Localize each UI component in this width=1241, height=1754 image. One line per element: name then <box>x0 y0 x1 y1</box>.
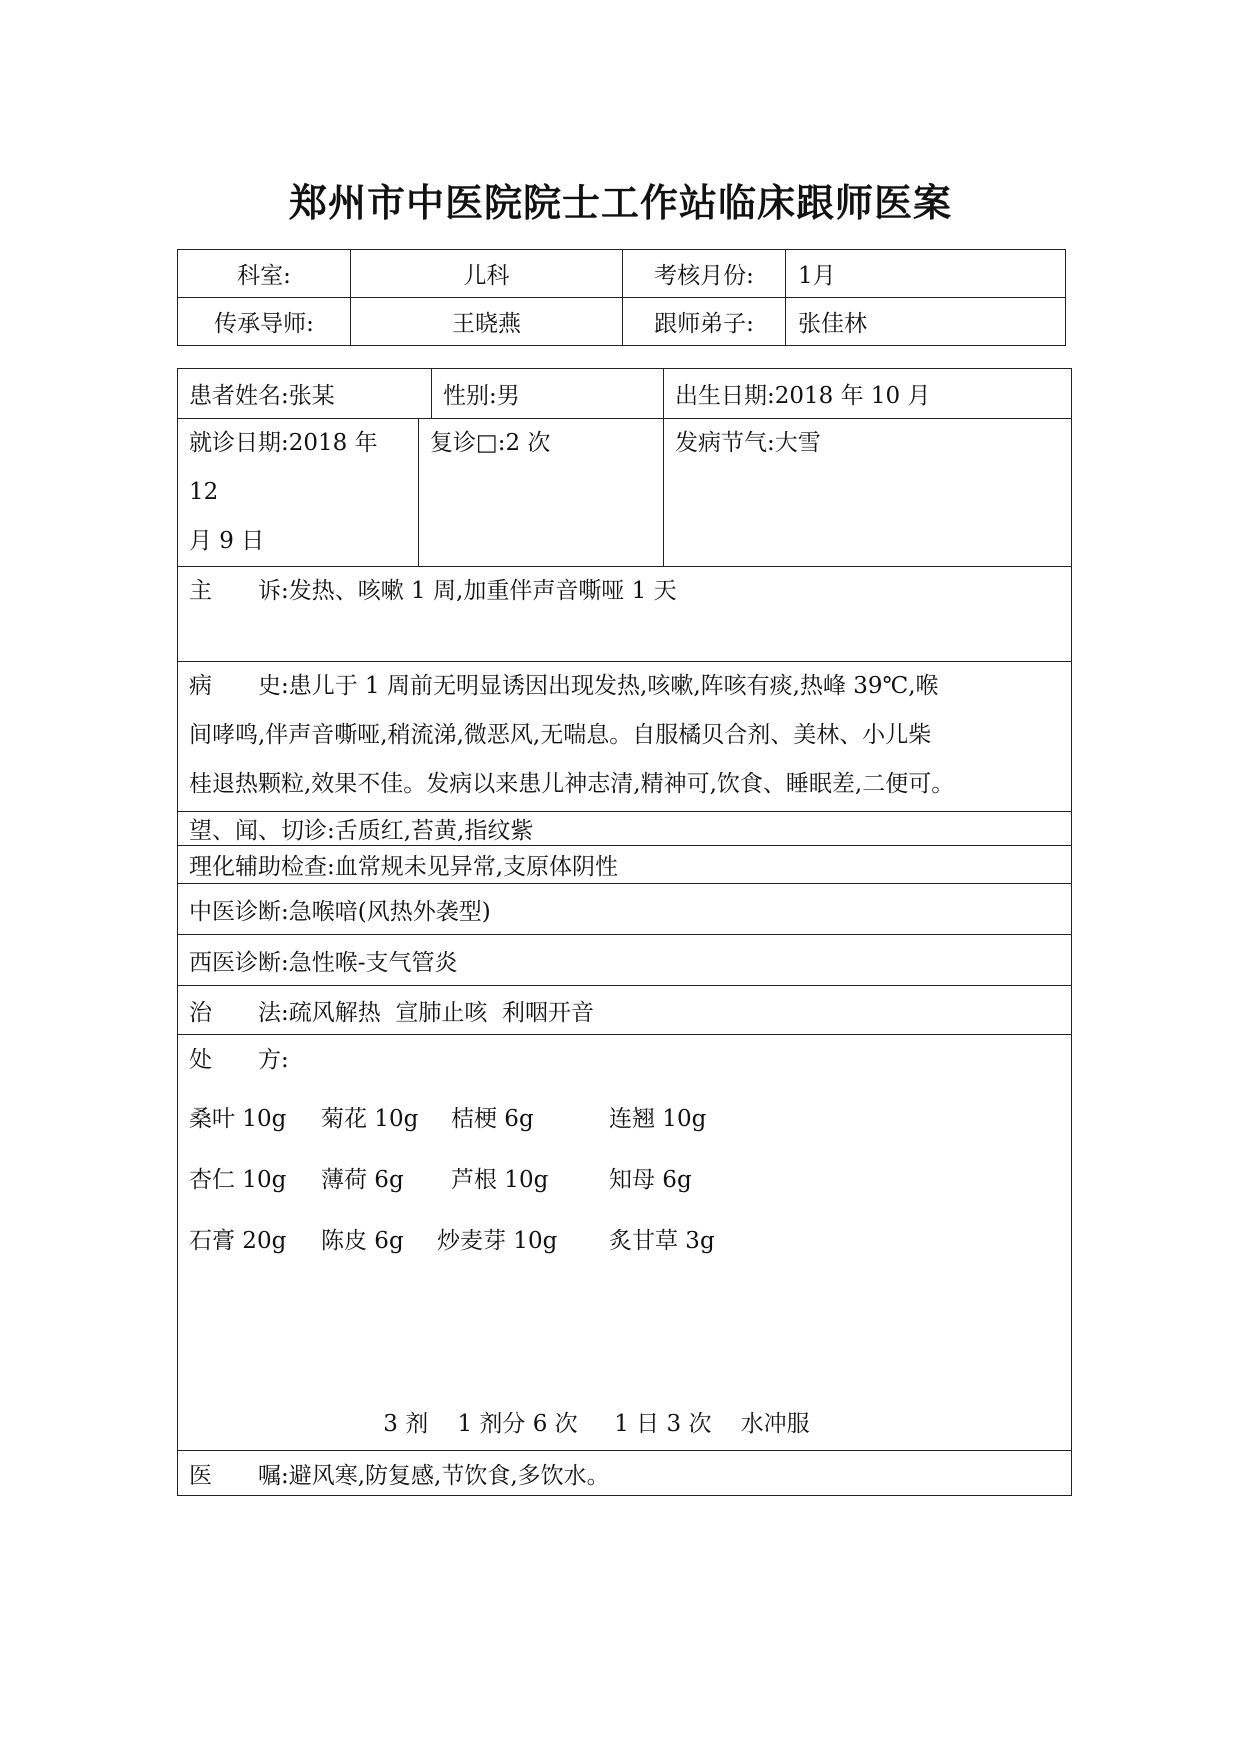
revisit: 复诊□:2 次 <box>419 419 664 567</box>
western-diagnosis: 西医诊断:急性喉-支气管炎 <box>178 935 1072 986</box>
prescription-label-a: 处 <box>189 1047 212 1073</box>
herb-item: 桑叶 10g <box>189 1106 287 1132</box>
lab-row <box>178 846 1072 884</box>
lab-tests: 理化辅助检查:血常规未见异常,支原体阴性 <box>178 846 1072 884</box>
visit-date-line2: 月 9 日 <box>189 528 265 554</box>
month-value: 1月 <box>786 250 1066 298</box>
herb-item: 炒麦芽 10g <box>437 1228 558 1254</box>
doctor-advice <box>178 1451 1072 1496</box>
herb-item: 陈皮 6g <box>321 1228 404 1254</box>
teacher-label: 传承导师: <box>178 298 351 346</box>
treatment-label-a: 治 <box>189 999 212 1026</box>
header-row-1 <box>178 250 1066 298</box>
herb-item: 菊花 10g <box>321 1106 419 1132</box>
student-label: 跟师弟子: <box>623 298 786 346</box>
western-diagnosis-row <box>178 935 1072 986</box>
history-label-a: 病 <box>189 673 212 699</box>
herb-item: 炙甘草 3g <box>609 1228 715 1254</box>
complaint-row <box>178 567 1072 662</box>
tcm-diagnosis-row <box>178 884 1072 935</box>
complaint-label-a: 主 <box>189 578 212 604</box>
complaint-text: 发热、咳嗽 1 周,加重伴声音嘶哑 1 天 <box>288 578 677 604</box>
history-line1: 患儿于 1 周前无明显诱因出现发热,咳嗽,阵咳有痰,热峰 39℃,喉 <box>288 673 939 699</box>
herb-item: 芦根 10g <box>451 1167 549 1193</box>
treatment-text: 疏风解热 宣肺止咳 利咽开音 <box>288 999 594 1026</box>
prescription <box>178 1035 1072 1451</box>
history-row <box>178 662 1072 812</box>
herb-item: 桔梗 6g <box>451 1106 534 1132</box>
visit-date-line1: 就诊日期:2018 年 12 <box>189 430 378 505</box>
tcm-diagnosis: 中医诊断:急喉喑(风热外袭型) <box>178 884 1072 935</box>
inspection: 望、闻、切诊:舌质红,苔黄,指纹紫 <box>178 812 1072 846</box>
prescription-row <box>178 1035 1072 1451</box>
treatment-row <box>178 986 1072 1035</box>
prescription-label-b: 方: <box>258 1047 289 1073</box>
history-line2: 间哮鸣,伴声音嘶哑,稍流涕,微恶风,无喘息。自服橘贝合剂、美林、小儿柴 <box>189 722 932 748</box>
prescription-label <box>189 1041 289 1074</box>
herb-item: 薄荷 6g <box>321 1167 404 1193</box>
dosage-instructions: 3 剂 1 剂分 6 次 1 日 3 次 水冲服 <box>383 1411 810 1437</box>
header-row-2 <box>178 298 1066 346</box>
medical-history <box>178 662 1072 812</box>
chief-complaint <box>178 567 1072 662</box>
patient-birth: 出生日期:2018 年 10 月 <box>664 369 1072 419</box>
advice-label-a: 医 <box>189 1462 212 1489</box>
advice-row <box>178 1451 1072 1496</box>
history-label-b: 史: <box>258 673 289 699</box>
student-value: 张佳林 <box>786 298 1066 346</box>
inspection-row <box>178 812 1072 846</box>
history-line3: 桂退热颗粒,效果不佳。发病以来患儿神志清,精神可,饮食、睡眠差,二便可。 <box>189 771 955 797</box>
treatment-label-b: 法: <box>258 999 289 1026</box>
treatment <box>178 986 1072 1035</box>
prescription-body <box>178 1035 1071 1450</box>
advice-text: 避风寒,防复感,节饮食,多饮水。 <box>288 1462 610 1489</box>
month-label: 考核月份: <box>623 250 786 298</box>
herb-item: 杏仁 10g <box>189 1167 287 1193</box>
advice-label-b: 嘱: <box>258 1462 289 1489</box>
complaint-label-b: 诉: <box>258 578 289 604</box>
teacher-value: 王晓燕 <box>351 298 623 346</box>
visit-date <box>178 419 419 567</box>
case-table <box>177 368 1072 1496</box>
dept-value: 儿科 <box>351 250 623 298</box>
solar-term: 发病节气:大雪 <box>664 419 1072 567</box>
patient-row-1 <box>178 369 1072 419</box>
herb-item: 知母 6g <box>609 1167 692 1193</box>
dept-label: 科室: <box>178 250 351 298</box>
patient-gender: 性别:男 <box>432 369 664 419</box>
herb-item: 连翘 10g <box>609 1106 707 1132</box>
header-table <box>177 249 1066 346</box>
herb-item: 石膏 20g <box>189 1228 287 1254</box>
page-title: 郑州市中医院院士工作站临床跟师医案 <box>288 181 952 225</box>
patient-name: 患者姓名:张某 <box>178 369 432 419</box>
patient-row-2 <box>178 419 1072 567</box>
